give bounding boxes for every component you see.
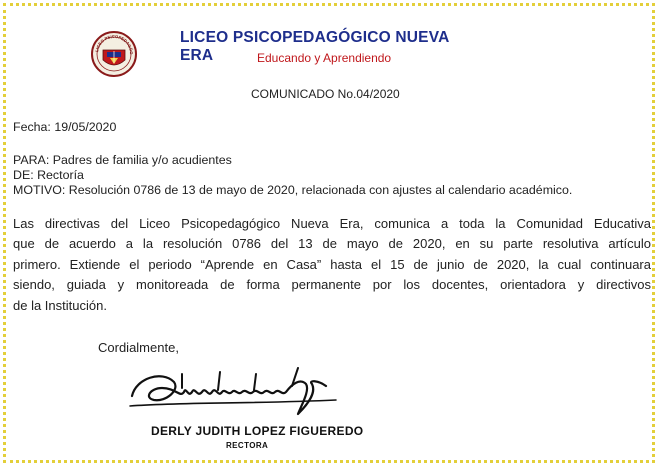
sender-line: DE: Rectoría (13, 168, 84, 182)
body-line: de la Institución. (13, 297, 107, 313)
closing-salutation: Cordialmente, (98, 340, 179, 355)
signer-role: RECTORA (226, 441, 269, 450)
body-paragraph (13, 214, 651, 316)
school-motto: Educando y Aprendiendo (257, 51, 392, 65)
date-line: Fecha: 19/05/2020 (13, 120, 117, 134)
body-line: primero. Extiende el periodo “Aprende en Casa” hasta el 15 de junio de 2020, la cual continuara (13, 256, 651, 272)
recipient-line: PARA: Padres de familia y/o acudientes (13, 153, 232, 167)
handwritten-signature (122, 362, 344, 422)
signer-name: DERLY JUDITH LOPEZ FIGUEREDO (151, 424, 364, 438)
body-line: Las directivas del Liceo Psicopedagógico Nueva Era, comunica a toda la Comunidad Educativa (13, 216, 651, 231)
subject-line: MOTIVO: Resolución 0786 de 13 de mayo de 2020, relacionada con ajustes al calendario académico. (13, 183, 573, 197)
seal-text: LICEO PSICOPEDAGÓG (94, 33, 135, 55)
body-line: que de acuerdo a la resolución 0786 del 13 de mayo de 2020, en su parte resolutiva artículo (13, 236, 651, 252)
document-title: COMUNICADO No.04/2020 (251, 87, 400, 101)
body-line: siendo, guiada y monitoreada de forma permanente por los docentes, orientadora y directivos (13, 277, 651, 293)
school-name: LICEO PSICOPEDAGÓGICO NUEVA ERA (180, 29, 449, 64)
school-seal-logo (90, 30, 138, 78)
